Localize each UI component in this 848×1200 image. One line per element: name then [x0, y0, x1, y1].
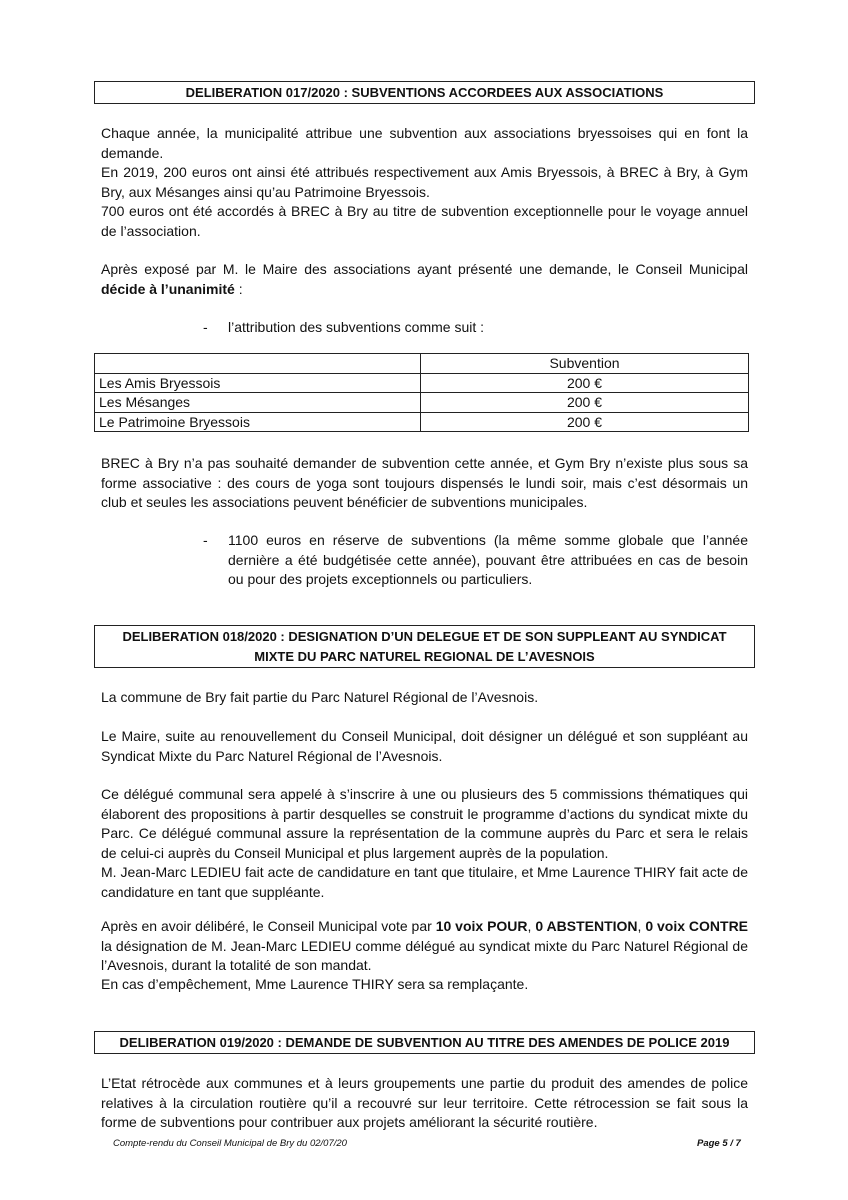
- delib017-decision: décide à l’unanimité: [101, 280, 235, 297]
- vote-sep-2: ,: [637, 918, 646, 934]
- table-cell-value: 200 €: [421, 393, 749, 413]
- table-row: [95, 393, 749, 413]
- bullet-dash-2: -: [203, 532, 208, 548]
- vote-rest: la désignation de M. Jean-Marc LEDIEU comme délégué au syndicat mixte du Parc Naturel Régional de l’Avesnois, durant la totalité de son mandat.: [101, 937, 748, 973]
- subvention-table: [94, 353, 749, 432]
- table-cell-value: 200 €: [421, 412, 749, 432]
- delib018-vote-paragraph: [101, 917, 748, 976]
- vote-intro: Après en avoir délibéré, le Conseil Municipal vote par: [101, 918, 436, 934]
- delib017-bullet-2: 1100 euros en réserve de subventions (la même somme globale que l’année dernière a été budgétisée cette année), pouvant être attribuées en cas de besoin ou pour des projets exceptionnels ou particuliers.: [228, 532, 748, 587]
- delib017-paragraph-5: BREC à Bry n’a pas souhaité demander de subvention cette année, et Gym Bry n’existe plus sous sa forme associative : des cours de yoga sont toujours dispensés le lundi soir, mais c’est désormais un club et seules les associations peuvent bénéficier de subventions municipales.: [101, 455, 748, 510]
- delib019-paragraph-1: L’Etat rétrocède aux communes et à leurs groupements une partie du produit des amendes de police relatives à la circulation routière qu’il a recouvré sur leur territoire. Cette rétrocession se fait sous la forme de subventions pour contribuer aux projets améliorant la sécurité routière.: [101, 1075, 748, 1130]
- delib017-paragraph-4: [101, 260, 748, 299]
- footer-page-number: Page 5 / 7: [697, 1138, 741, 1149]
- table-header-subvention: Subvention: [421, 354, 749, 374]
- delib017-para4-text: Après exposé par M. le Maire des associations ayant présenté une demande, le Conseil Municipal: [101, 261, 748, 277]
- deliberation-018-title-line-1: DELIBERATION 018/2020 : DESIGNATION D’UN DELEGUE ET DE SON SUPPLEANT AU SYNDICAT: [122, 629, 727, 644]
- table-cell-value: 200 €: [421, 373, 749, 393]
- deliberation-018-title-line-2: MIXTE DU PARC NATUREL REGIONAL DE L’AVESNOIS: [254, 649, 595, 664]
- table-header-empty: [95, 354, 421, 374]
- deliberation-019-title: [94, 1031, 755, 1054]
- table-row: [95, 412, 749, 432]
- bullet-dash-1: -: [203, 319, 208, 335]
- delib018-paragraph-1: La commune de Bry fait partie du Parc Naturel Régional de l’Avesnois.: [101, 689, 539, 705]
- deliberation-017-title-text: DELIBERATION 017/2020 : SUBVENTIONS ACCORDEES AUX ASSOCIATIONS: [185, 85, 664, 100]
- delib017-para4-end: :: [234, 280, 243, 297]
- table-header-row: [95, 354, 749, 374]
- delib017-bullet-1: l’attribution des subventions comme suit :: [228, 319, 485, 335]
- vote-pour: 10 voix POUR: [435, 918, 528, 934]
- table-cell-name: Les Amis Bryessois: [95, 373, 421, 393]
- delib018-paragraph-3: Ce délégué communal sera appelé à s’inscrire à une ou plusieurs des 5 commissions thématiques qui élaborent des propositions à partir desquelles se construit le programme d’actions du syndicat mixte du Parc. Ce délégué communal assure la représentation de la commune auprès du Parc et sera le relais de celui-ci auprès du Conseil Municipal et plus largement auprès de la population.: [101, 786, 748, 861]
- delib018-paragraph-4: M. Jean-Marc LEDIEU fait acte de candidature en tant que titulaire, et Mme Laurence THIRY fait acte de candidature en tant que suppléante.: [101, 864, 748, 900]
- vote-sep-1: ,: [527, 918, 536, 934]
- vote-contre: 0 voix CONTRE: [645, 918, 749, 934]
- delib018-paragraph-6: En cas d’empêchement, Mme Laurence THIRY sera sa remplaçante.: [101, 976, 529, 992]
- deliberation-019-title-text: DELIBERATION 019/2020 : DEMANDE DE SUBVENTION AU TITRE DES AMENDES DE POLICE 2019: [119, 1035, 730, 1050]
- vote-abstention: 0 ABSTENTION: [535, 918, 638, 934]
- table-row: [95, 373, 749, 393]
- delib017-paragraph-3: 700 euros ont été accordés à BREC à Bry au titre de subvention exceptionnelle pour le voyage annuel de l’association.: [101, 203, 748, 239]
- delib017-paragraph-1: Chaque année, la municipalité attribue une subvention aux associations bryessoises qui en font la demande.: [101, 125, 748, 161]
- table-cell-name: Le Patrimoine Bryessois: [95, 412, 421, 432]
- footer-document-title: Compte-rendu du Conseil Municipal de Bry du 02/07/20: [113, 1138, 347, 1149]
- table-cell-name: Les Mésanges: [95, 393, 421, 413]
- delib017-paragraph-2: En 2019, 200 euros ont ainsi été attribués respectivement aux Amis Bryessois, à BREC à Bry, à Gym Bry, aux Mésanges ainsi qu’au Patrimoine Bryessois.: [101, 164, 748, 200]
- deliberation-017-title: [94, 81, 755, 104]
- deliberation-018-title: [94, 625, 755, 668]
- delib018-paragraph-2: Le Maire, suite au renouvellement du Conseil Municipal, doit désigner un délégué et son suppléant au Syndicat Mixte du Parc Naturel Régional de l’Avesnois.: [101, 728, 748, 764]
